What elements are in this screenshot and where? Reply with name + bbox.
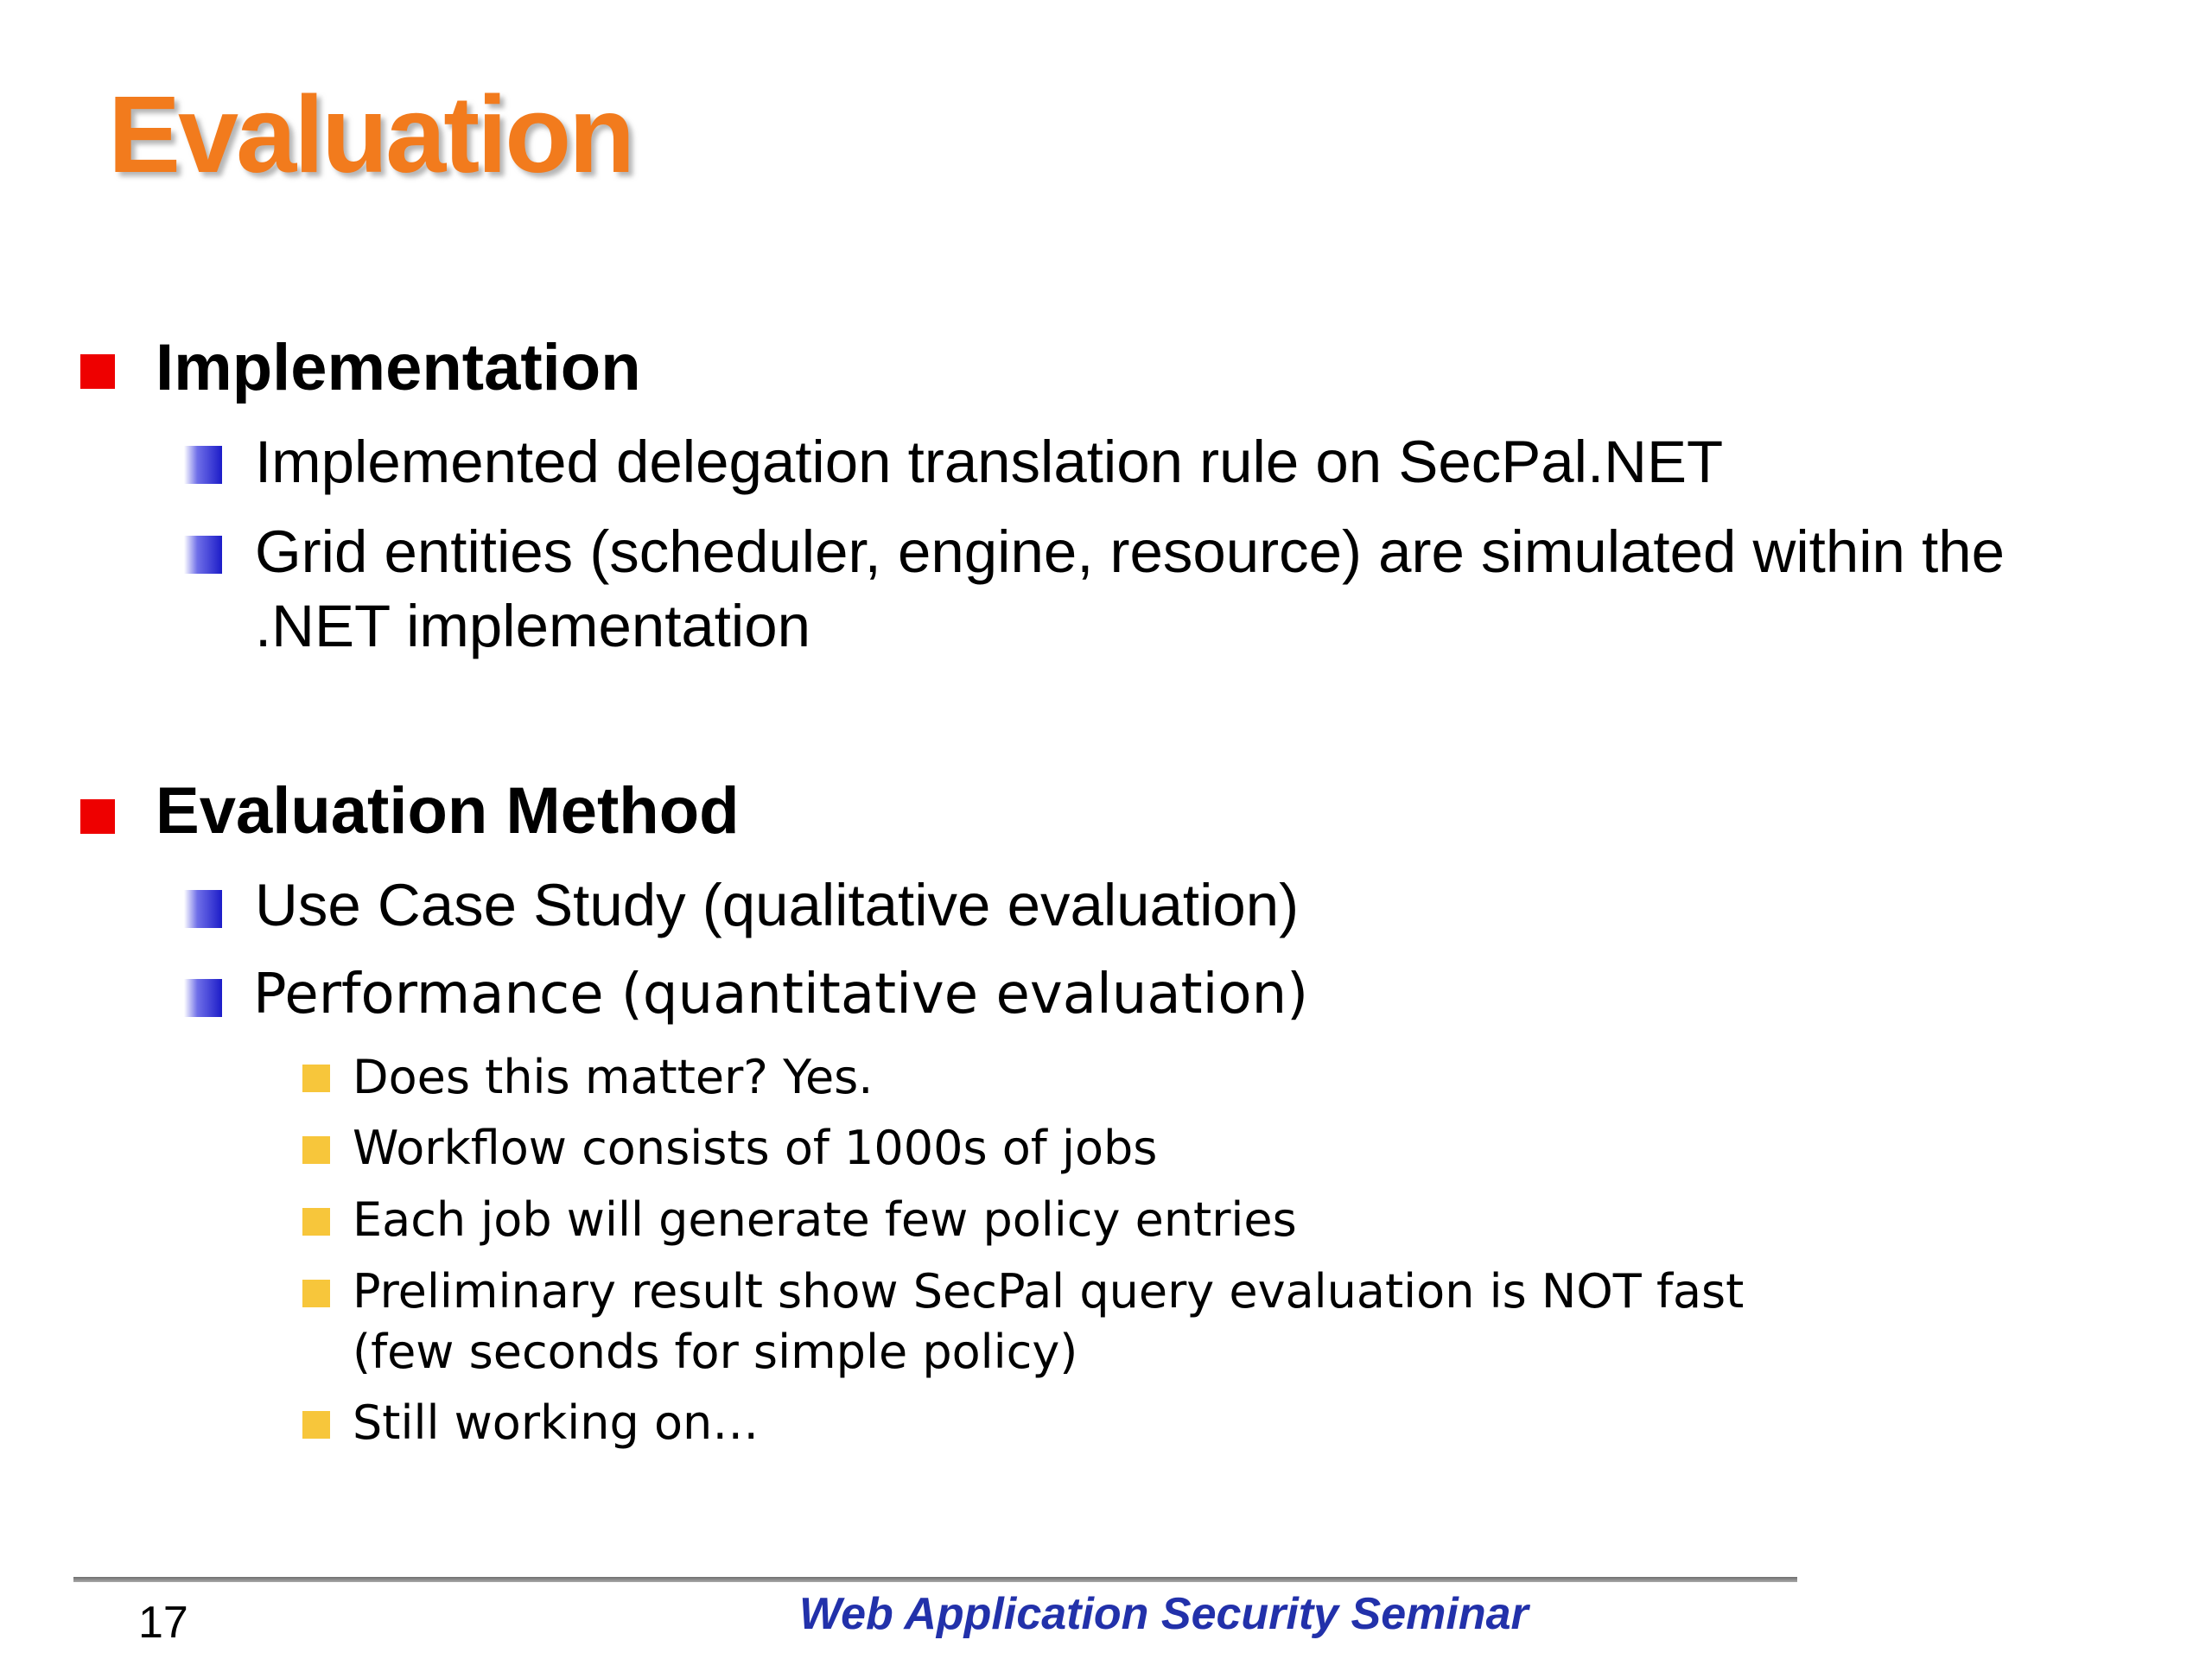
slide-title: Evaluation [108,73,633,195]
section-heading-evaluation-method: Evaluation Method [156,774,740,848]
section-heading-implementation: Implementation [156,331,641,404]
footer-seminar-title: Web Application Security Seminar [799,1589,1529,1639]
page-number: 17 [138,1598,188,1648]
sub-item-preliminary-result-line1: Preliminary result show SecPal query evaluation is NOT fast [353,1264,1745,1319]
sub-item-preliminary-result-line2: (few seconds for simple policy) [353,1325,1078,1379]
list-item-performance: Performance (quantitative evaluation) [253,963,1309,1027]
level1-bullet-icon [80,354,115,389]
level2-bullet-icon [184,446,222,484]
footer-divider [73,1577,1797,1582]
list-item-delegation-rule: Implemented delegation translation rule on SecPal.NET [255,429,1724,495]
level3-bullet-icon [302,1411,330,1439]
level3-bullet-icon [302,1136,330,1164]
level3-bullet-icon [302,1065,330,1092]
level2-bullet-icon [184,890,222,928]
level2-bullet-icon [184,979,222,1017]
level3-bullet-icon [302,1208,330,1236]
list-item-use-case-study: Use Case Study (qualitative evaluation) [255,872,1300,938]
sub-item-still-working: Still working on… [353,1395,760,1450]
level3-bullet-icon [302,1280,330,1307]
sub-item-workflow: Workflow consists of 1000s of jobs [353,1121,1158,1175]
level2-bullet-icon [184,536,222,574]
list-item-grid-entities-line1: Grid entities (scheduler, engine, resource) are simulated within the [255,518,2005,585]
sub-item-does-this-matter: Does this matter? Yes. [353,1050,874,1104]
list-item-grid-entities-line2: .NET implementation [255,593,811,659]
level1-bullet-icon [80,799,115,834]
sub-item-policy-entries: Each job will generate few policy entries [353,1192,1297,1247]
